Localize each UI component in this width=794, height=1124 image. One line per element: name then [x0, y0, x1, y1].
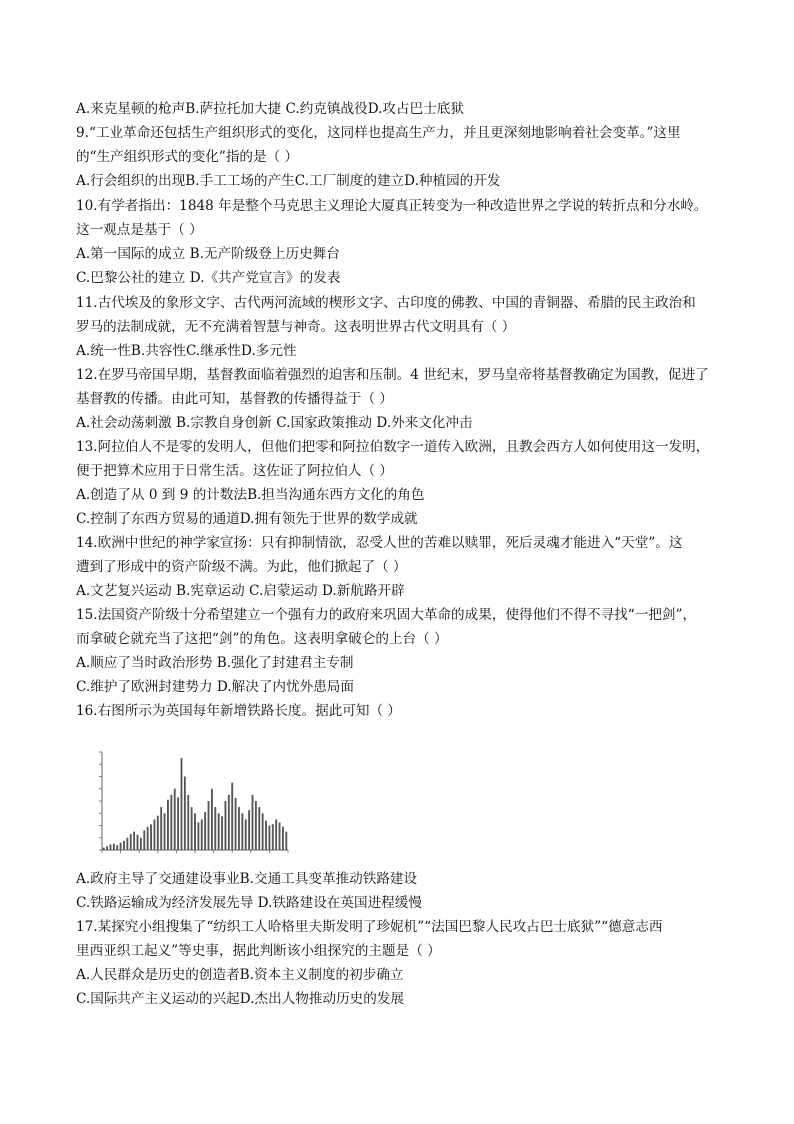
bar [194, 813, 196, 850]
text-line: 而拿破仑就充当了这把“剑”的角色。这表明拿破仑的上台（ ） [76, 631, 448, 647]
text-line: A.文艺复兴运动 B.宪章运动 C.启蒙运动 D.新航路开辟 [76, 583, 405, 599]
chart-svg [76, 746, 296, 862]
text-line: 里西亚织工起义”等史事，据此判断该小组探究的主题是（ ） [76, 943, 441, 959]
bar [225, 801, 227, 850]
bar [110, 844, 112, 850]
text-line: C.铁路运输成为经济发展先导 D.铁路建设在英国进程缓慢 [76, 895, 422, 911]
text-line: A.政府主导了交通建设事业B.交通工具变革推动铁路建设 [76, 871, 418, 887]
bar [184, 777, 186, 851]
bar [153, 819, 155, 850]
bar [123, 841, 125, 850]
bar [258, 807, 260, 850]
bar [150, 824, 152, 850]
bar [201, 819, 203, 850]
bar [282, 827, 284, 850]
bar [265, 821, 267, 850]
bar [248, 810, 250, 850]
bar [133, 832, 135, 850]
bar [120, 843, 122, 850]
bar [208, 801, 210, 850]
bar [106, 846, 108, 850]
bar [255, 801, 257, 850]
bar [231, 783, 233, 850]
bar [204, 812, 206, 850]
text-line: 11.古代埃及的象形文字、古代两河流域的楔形文字、古印度的佛教、中国的青铜器、希腊的民主政治和 [76, 295, 696, 311]
text-line: 罗马的法制成就，无不充满着智慧与神奇。这表明世界古代文明具有（ ） [76, 319, 516, 335]
bar [279, 822, 281, 850]
text-line: 的“生产组织形式的变化”指的是（ ） [76, 149, 299, 165]
bar [160, 807, 162, 850]
text-line: 12.在罗马帝国早期，基督教面临着强烈的迫害和压制。4 世纪末，罗马皇帝将基督教确定为国教，促进了 [76, 367, 709, 383]
bar [116, 845, 118, 850]
bar [262, 813, 264, 850]
bar [235, 798, 237, 850]
text-line: A.来克星顿的枪声B.萨拉托加大捷 C.约克镇战役D.攻占巴士底狱 [76, 101, 464, 117]
bar [181, 758, 183, 850]
bar [157, 816, 159, 850]
text-line: 遭到了形成中的资产阶级不满。为此，他们掀起了（ ） [76, 559, 407, 575]
text-line: 这一观点是基于（ ） [76, 222, 203, 238]
bar [167, 800, 169, 850]
text-line: C.控制了东西方贸易的通道D.拥有领先于世界的数学成就 [76, 511, 418, 527]
bar [126, 838, 128, 850]
text-line: 17.某探究小组搜集了“纺织工人哈格里夫斯发明了珍妮机”“法国巴黎人民攻占巴士底狱”“德意志西 [76, 919, 663, 935]
text-line: 便于把算术应用于日常生活。这佐证了阿拉伯人（ ） [76, 463, 393, 479]
bar [245, 819, 247, 850]
bar [272, 824, 274, 850]
text-line: 16.右图所示为英国每年新增铁路长度。据此可知（ ） [76, 703, 402, 719]
bar [103, 848, 105, 850]
text-line: C.国际共产主义运动的兴起D.杰出人物推动历史的发展 [76, 991, 405, 1007]
text-line: A.社会动荡刺激 B.宗教自身创新 C.国家政策推动 D.外来文化冲击 [76, 415, 473, 431]
bar [140, 838, 142, 850]
bar [170, 795, 172, 850]
bar [191, 807, 193, 850]
bar [174, 789, 176, 850]
bar [177, 797, 179, 850]
bar [197, 822, 199, 850]
text-line: 14.欧洲中世纪的神学家宣扬：只有抑制情欲，忍受人世的苦难以赎罪，死后灵魂才能进入“天堂”。这 [76, 535, 683, 551]
text-line: A.行会组织的出现B.手工工场的产生C.工厂制度的建立D.种植园的开发 [76, 173, 501, 189]
bar [275, 819, 277, 850]
bar [187, 795, 189, 850]
bar [211, 789, 213, 850]
text-line: A.顺应了当时政治形势 B.强化了封建君主专制 [76, 655, 354, 671]
bar [228, 795, 230, 850]
text-line: 13.阿拉伯人不是零的发明人，但他们把零和阿拉伯数字一道传入欧洲，且教会西方人如何使用这一发明， [76, 439, 710, 455]
bar [221, 816, 223, 850]
bar [238, 807, 240, 850]
text-line: A.创造了从 0 到 9 的计数法B.担当沟通东西方文化的角色 [76, 487, 425, 503]
railway-length-chart [76, 746, 296, 862]
bar [268, 826, 270, 851]
bar [113, 844, 115, 850]
text-line: A.人民群众是历史的创造者B.资本主义制度的初步确立 [76, 967, 404, 983]
bar [218, 813, 220, 850]
text-line: C.巴黎公社的建立 D.《共产党宣言》的发表 [76, 270, 341, 286]
text-line: A.第一国际的成立 B.无产阶级登上历史舞台 [76, 246, 340, 262]
bar [137, 835, 139, 850]
text-line: 9.“工业革命还包括生产组织形式的变化，这同样也提高生产力，并且更深刻地影响着社会变革。”这里 [76, 125, 681, 141]
bar [214, 807, 216, 850]
bar [147, 827, 149, 850]
text-line: A.统一性B.共容性C.继承性D.多元性 [76, 343, 297, 359]
text-line: 15.法国资产阶级十分希望建立一个强有力的政府来巩固大革命的成果，使得他们不得不寻找“一把剑”， [76, 607, 697, 623]
text-line: C.维护了欧洲封建势力 D.解决了内忧外患局面 [76, 679, 354, 695]
bar [130, 834, 132, 850]
bar [285, 832, 287, 850]
bar [252, 795, 254, 850]
bar [143, 830, 145, 850]
bar [241, 813, 243, 850]
bar [164, 813, 166, 850]
text-line: 基督教的传播。由此可知，基督教的传播得益于（ ） [76, 391, 393, 407]
text-line: 10.有学者指出：1848 年是整个马克思主义理论大厦真正转变为一种改造世界之学说的转折点和分水岭。 [76, 198, 708, 214]
